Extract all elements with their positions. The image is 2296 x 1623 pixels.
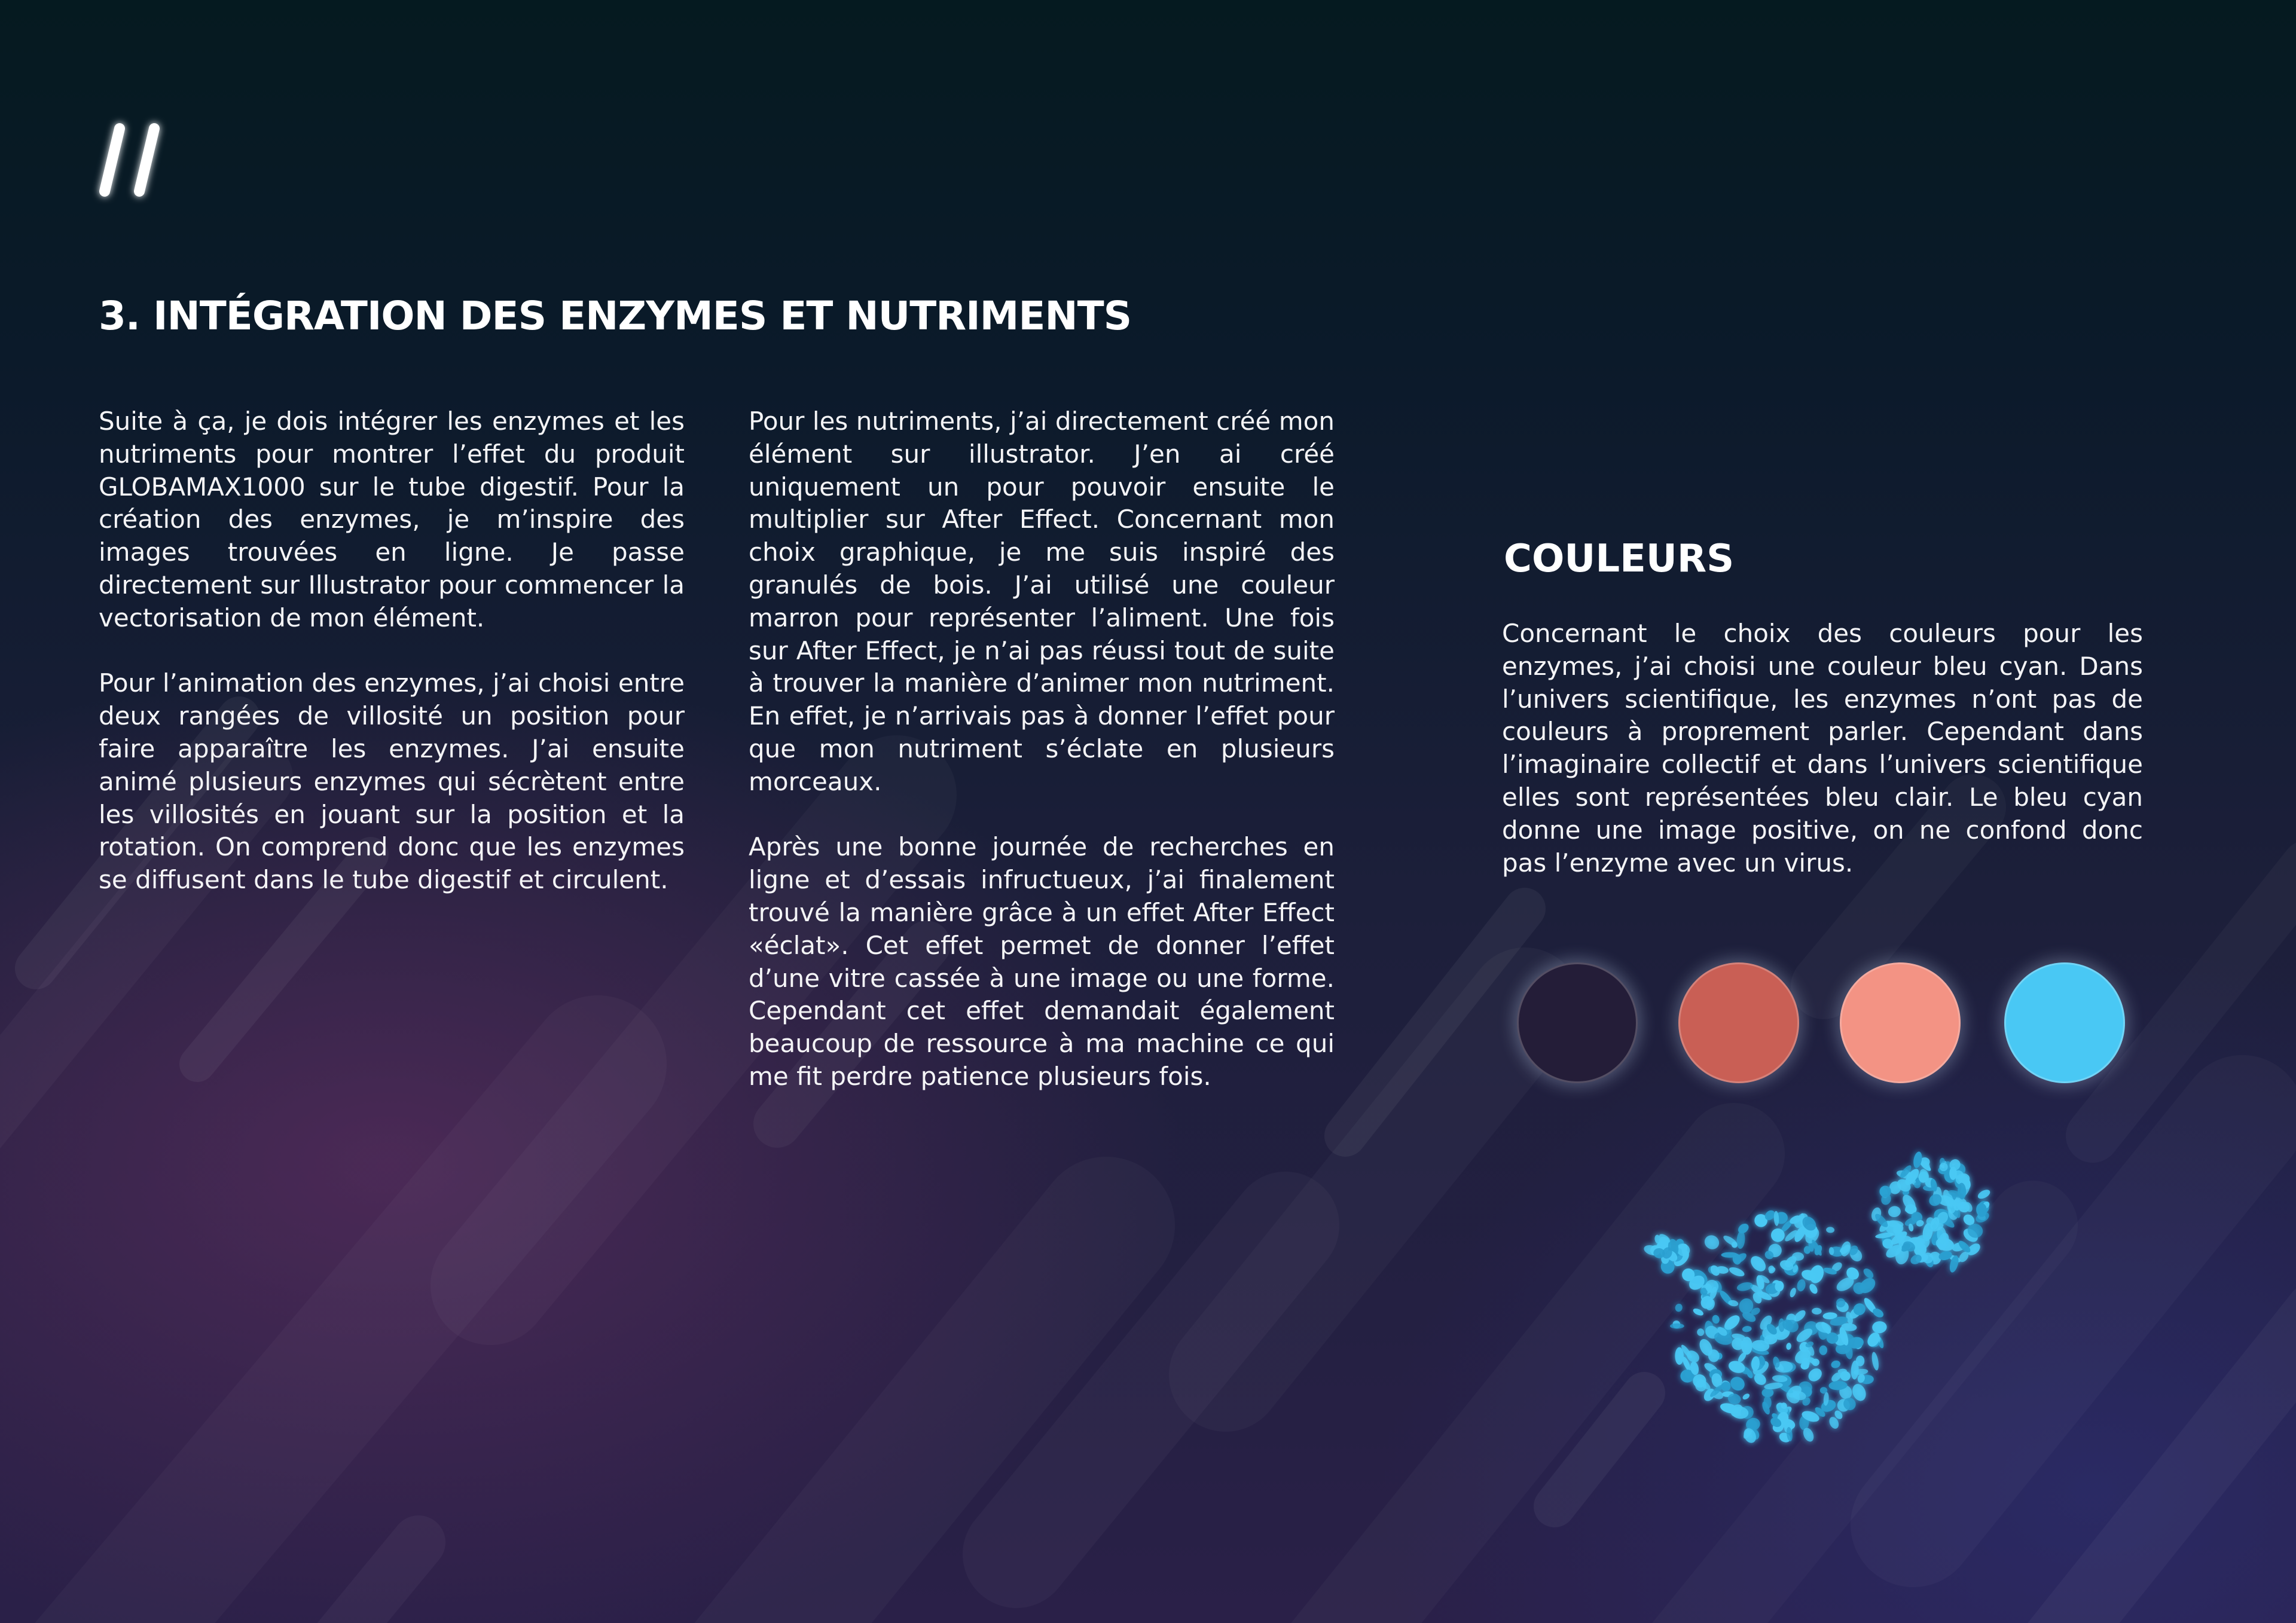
color-palette xyxy=(1517,962,2130,1082)
paragraph: Pour l’animation des enzymes, j’ai choisi entre deux rangées de villosité un position pour faire apparaître les enzymes. J’ai ensuite animé plusieurs enzymes qui sécrètent entre les villosités en jouant sur la position et la rotation. On comprend donc que les enzymes se diffusent dans le tube digestif et circulent. xyxy=(99,668,685,895)
color-swatch-dark-purple xyxy=(1517,962,1638,1083)
couleurs-text xyxy=(1502,618,2143,879)
enzyme-particle xyxy=(1736,1281,1754,1292)
enzyme-particle xyxy=(1862,1267,1876,1280)
color-swatch-salmon xyxy=(1840,962,1961,1083)
enzyme-particle xyxy=(1761,1388,1773,1397)
enzyme-particle xyxy=(1887,1205,1901,1218)
enzyme-particle xyxy=(1812,1308,1822,1315)
enzyme-particle xyxy=(1721,1252,1738,1258)
color-swatch-cyan xyxy=(2004,962,2125,1083)
enzyme-particle xyxy=(1696,1328,1705,1336)
column-left xyxy=(99,405,685,897)
enzyme-particle xyxy=(1742,1325,1752,1332)
couleurs-title: COULEURS xyxy=(1504,537,1735,581)
enzyme-particle xyxy=(1702,1233,1721,1252)
enzyme-particle xyxy=(1796,1279,1806,1292)
enzyme-particle xyxy=(1819,1345,1827,1355)
double-slash-icon xyxy=(90,114,173,209)
enzyme-particle xyxy=(1808,1282,1819,1295)
enzyme-particle xyxy=(1736,1230,1746,1249)
paragraph: Pour les nutriments, j’ai directement créé mon élément sur illustrator. J’en ai créé uniquement un pour pouvoir ensuite le multiplier sur After Effect. Concernant mon choix graphique, je me suis inspiré des granulés de bois. J’ai utilisé une couleur marron pour représenter l’aliment. Une fois sur After Effect, je n’ai pas réussi tout de suite à trouver la manière d’animer mon nutriment. En effet, je n’arrivais pas à donner l’effet pour que mon nutriment s’éclate en plusieurs morceaux. xyxy=(749,406,1335,796)
enzyme-particle xyxy=(1806,1366,1824,1384)
enzyme-cluster-icon xyxy=(1638,1142,2009,1477)
enzyme-particle xyxy=(1871,1352,1880,1371)
enzyme-particle xyxy=(1674,1303,1683,1312)
enzyme-particle xyxy=(1976,1188,1991,1200)
enzyme-particle xyxy=(1692,1307,1705,1317)
section-title: 3. INTÉGRATION DES ENZYMES ET NUTRIMENTS xyxy=(99,293,1132,339)
paragraph: Concernant le choix des couleurs pour les enzymes, j’ai choisi une couleur bleu cyan. Dans l’univers scientifique, les enzymes n’ont pas de couleurs à proprement parler. Cependant dans l’imaginaire collectif et dans l’univers scientifique elles sont représentées bleu clair. Le bleu cyan donne une image positive, on ne confond donc pas l’enzyme avec un virus. xyxy=(1502,619,2143,878)
paragraph: Après une bonne journée de recherches en ligne et d’essais infructueux, j’ai finalement trouvé la manière grâce à un effet After Effect «éclat». Cet effet permet de donner l’effet d’une vitre cassée à une image ou une forme. Cependant cet effet demandait également beaucoup de ressource à ma machine ce qui me fit perdre patience plusieurs fois. xyxy=(749,832,1335,1091)
enzyme-particle xyxy=(1742,1392,1751,1401)
enzyme-particle xyxy=(1912,1151,1923,1169)
enzyme-particle xyxy=(1670,1324,1684,1329)
paragraph: Suite à ça, je dois intégrer les enzymes et les nutriments pour montrer l’effet du produit GLOBAMAX1000 sur le tube digestif. Pour la création des enzymes, je m’inspire des images trouvées en ligne. Je passe directement sur Illustrator pour commencer la vectorisation de mon élément. xyxy=(99,406,685,632)
enzyme-particle xyxy=(1789,1287,1797,1298)
enzyme-particle xyxy=(1728,1374,1748,1393)
enzyme-particle xyxy=(1786,1343,1792,1350)
color-swatch-red xyxy=(1678,962,1799,1083)
column-middle xyxy=(749,405,1335,1093)
enzyme-particle xyxy=(1711,1314,1720,1324)
enzyme-particle xyxy=(1728,1266,1746,1278)
enzyme-particle xyxy=(1675,1347,1684,1365)
enzyme-particle xyxy=(1872,1321,1887,1334)
enzyme-particle xyxy=(1826,1227,1835,1233)
enzyme-particle xyxy=(1830,1359,1841,1369)
enzyme-particle xyxy=(1808,1263,1826,1285)
enzyme-particle xyxy=(1722,1234,1739,1248)
